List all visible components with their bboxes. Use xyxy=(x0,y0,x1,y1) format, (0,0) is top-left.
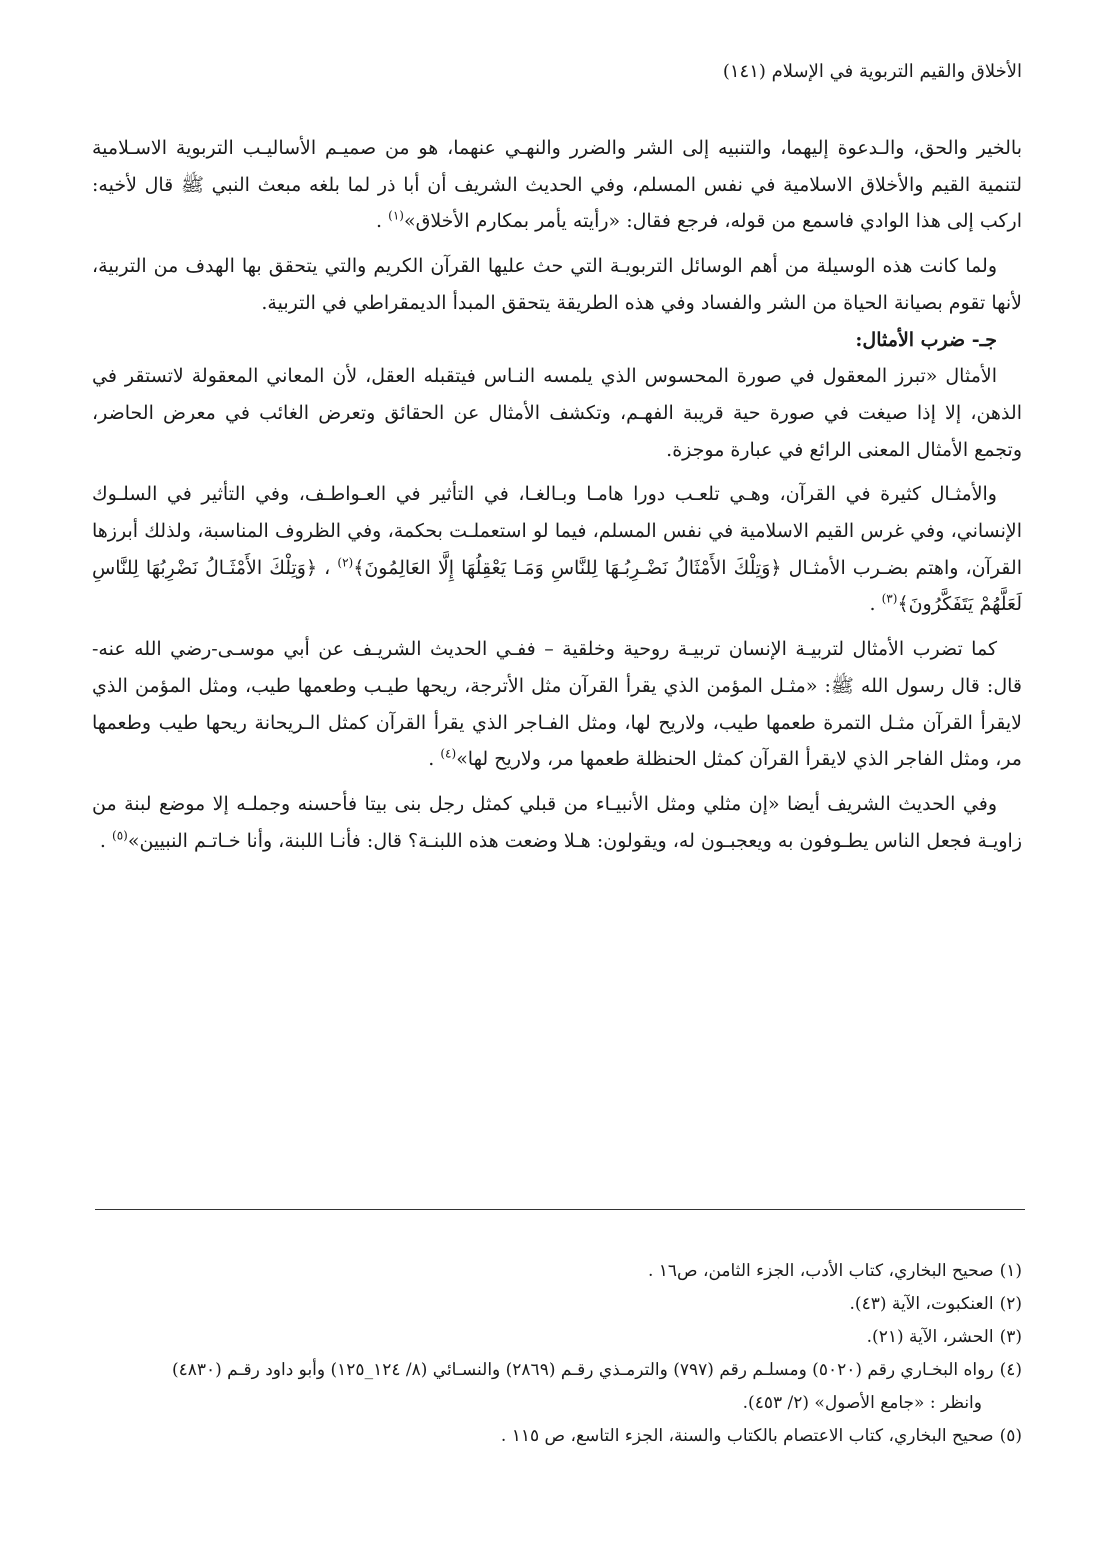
paragraph-1-end: . xyxy=(376,210,389,233)
footnote-item xyxy=(92,1321,1022,1354)
paragraph-6-end: . xyxy=(99,829,113,852)
paragraph-5-text: كما تضرب الأمثال لتربيـة الإنسان تربيـة روحية وخلقية – ففـي الحديث الشريـف عن أبي موسـى-رضي الله عنه- قال: قال رسول الله ﷺ: «مثـل المؤمن الذي يقرأ القرآن مثل الأترجة، ريحها طيـب وطعمها طيب، ومثل المؤمن الذي لايقرأ القرآن مثـل التمرة طعمها طيب، ولاريح لها، ومثل الفـاجر الذي يقرأ القرآن كمثل الـريحانة ريحها طيب وطعمها مر، ومثل الفاجر الذي لايقرأ القرآن كمثل الحنظلة طعمها مر، ولاريح لها» xyxy=(92,638,1022,771)
footnote-number: (٣) xyxy=(999,1327,1022,1347)
footnote-ref-3: (٣) xyxy=(881,592,898,607)
footnote-number: (٢) xyxy=(999,1294,1022,1314)
footnote-number: (١) xyxy=(999,1261,1022,1281)
quran-verse-1: ﴿وَتِلْكَ الأَمْثَالُ نَضْـرِبُـهَا لِلنَّاسِ وَمَـا يَعْقِلُهَا إِلَّا العَالِمُونَ﴾ xyxy=(353,556,782,579)
paragraph-1 xyxy=(92,130,1022,240)
running-title: الأخلاق والقيم التربوية في الإسلام xyxy=(771,61,1022,82)
paragraph-6-text: وفي الحديث الشريف أيضا «إن مثلي ومثل الأنبيـاء من قبلي كمثل رجل بنى بيتا فأحسنه وجملـه إلا موضع لبنة من زاويـة فجعل الناس يطـوفون به ويعجبـون له، ويقولون: هـلا وضعت هذه اللبنـة؟ قال: فأنـا اللبنة، وأنا خـاتـم النبيين» xyxy=(92,792,1022,852)
footnote-text: رواه البخـاري رقم (٥٠٢٠) ومسلـم رقم (٧٩٧) والترمـذي رقـم (٢٨٦٩) والنسـائي (٨/ ١٢٤_١٢٥) وأبو داود رقـم (٤٨٣٠) xyxy=(171,1360,994,1380)
running-header xyxy=(92,58,1022,86)
footnote-text-continued: وانظر : «جامع الأصول» (٢/ ٤٥٣). xyxy=(742,1393,982,1413)
paragraph-4 xyxy=(92,476,1022,623)
footnote-ref-4: (٤) xyxy=(440,746,457,761)
footnote-text: الحشر، الآية (٢١). xyxy=(866,1327,994,1347)
footnote-number: (٤) xyxy=(999,1360,1022,1380)
paragraph-5-end: . xyxy=(428,748,441,771)
main-text xyxy=(92,130,1022,859)
footnote-ref-5: (٥) xyxy=(112,828,128,843)
footnotes-list xyxy=(92,1255,1022,1453)
paragraph-4-separator: ، xyxy=(317,556,338,579)
footnote-item xyxy=(92,1420,1022,1453)
footnote-item xyxy=(92,1255,1022,1288)
paragraph-2: ولما كانت هذه الوسيلة من أهم الوسائل التربويـة التي حث عليها القرآن الكريم والتي يتحقق بها الهدف من التربية، لأنها تقوم بصيانة الحياة من الشر والفساد وفي هذه الطريقة يتحقق المبدأ الديمقراطي في التربية. xyxy=(92,255,1022,314)
footnote-text: العنكبوت، الآية (٤٣). xyxy=(849,1294,994,1314)
footnote-ref-1: (١) xyxy=(388,209,404,224)
footnote-item xyxy=(92,1354,1022,1420)
footnote-text: صحيح البخاري، كتاب الأدب، الجزء الثامن، ص١٦ . xyxy=(647,1261,994,1281)
paragraph-3: الأمثال «تبرز المعقول في صورة المحسوس الذي يلمسه النـاس فيتقبله العقل، لأن المعاني المعقولة لاتستقر في الذهن، إلا إذا صيغت في صورة حية قريبة الفهـم، وتكشف الأمثال عن الحقائق وتعرض الغائب في معرض الحاضر، وتجمع الأمثال المعنى الرائع في عبارة موجزة. xyxy=(92,365,1022,461)
paragraph-1-text: بالخير والحق، والـدعوة إليهما، والتنبيه إلى الشر والضرر والنهـي عنهما، هو من صميـم الأساليـب التربوية الاسـلامية لتنمية القيم والأخلاق الاسلامية في نفس المسلم، وفي الحديث الشريف أن أبا ذر لما بلغه مبعث النبي ﷺ قال لأخيه: اركب إلى هذا الوادي فاسمع من قوله، فرجع فقال: «رأيته يأمر بمكارم الأخلاق» xyxy=(92,137,1022,233)
footnote-item xyxy=(92,1288,1022,1321)
page-number: (١٤١) xyxy=(722,61,766,82)
paragraph-5 xyxy=(92,631,1022,778)
footnote-text: صحيح البخاري، كتاب الاعتصام بالكتاب والسنة، الجزء التاسع، ص ١١٥ . xyxy=(500,1426,994,1446)
quran-verse-2: ﴿وَتِلْكَ الأَمْثَـالُ نَضْرِبُهَا لِلنَّاسِ لَعَلَّهُمْ يَتَفَكَّرُونَ﴾ xyxy=(92,556,1022,616)
footnote-divider xyxy=(95,1209,1025,1210)
paragraph-4-text: والأمثـال كثيرة في القرآن، وهـي تلعـب دورا هامـا وبـالغـا، في التأثير في العـواطـف، وفي التأثير في السلـوك الإنساني، وفي غرس القيم الاسلامية في نفس المسلم، فيما لو استعملـت بحكمة، وفي الظروف المناسبة، ولذلك أبرزها القرآن، واهتم بضـرب الأمثـال xyxy=(92,483,1022,579)
paragraph-4-end: . xyxy=(869,593,882,616)
footnote-number: (٥) xyxy=(999,1426,1022,1446)
footnote-ref-2: (٢) xyxy=(337,555,354,570)
paragraph-6 xyxy=(92,786,1022,859)
section-heading: جـ- ضرب الأمثال: xyxy=(855,328,997,351)
